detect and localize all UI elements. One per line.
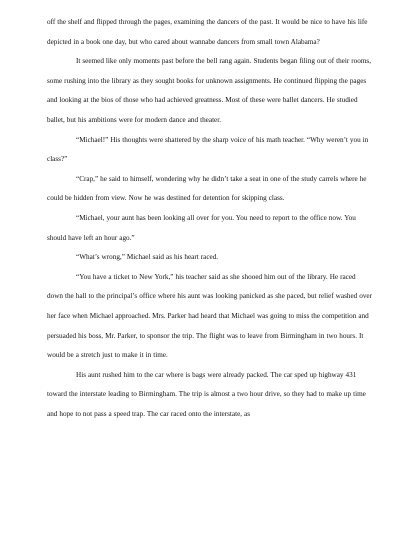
- paragraph-6: “What’s wrong,” Michael said as his heart raced.: [76, 253, 219, 262]
- paragraph-2: It seemed like only moments past before the bell rang again. Students began filing out of their rooms, some rushing into the library as they sought books for unknown assignments. He continued flipping the pages and looking at the bios of those who had achieved greatness. Most of these were ballet dancers. He studied ballet, but his ambitions were for modern dance and theater.: [47, 57, 372, 124]
- page-text-body: [47, 13, 373, 424]
- paragraph-7: “You have a ticket to New York,” his teacher said as she shooed him out of the library. He raced down the hall to the principal’s office where his aunt was looking panicked as she paced, but relief washed over her face when Michael approached. Mrs. Parker had heard that Michael was going to miss the competition and persuaded his boss, Mr. Parker, to sponsor the trip. The flight was to leave from Birmingham in two hours. It would be a stretch just to make it in time.: [47, 272, 373, 360]
- paragraph-4: “Crap,” he said to himself, wondering why he didn’t take a seat in one of the study carrels where he could be hidden from view. Now he was destined for detention for skipping class.: [47, 174, 367, 203]
- paragraph-5: “Michael, your aunt has been looking all over for you. You need to report to the office now. You should have left an hour ago.”: [47, 213, 356, 242]
- paragraph-3: “Michael!” His thoughts were shattered by the sharp voice of his math teacher. “Why weren’t you in class?”: [47, 135, 369, 164]
- paragraph-8: His aunt rushed him to the car where is bags were already packed. The car sped up highway 431 toward the interstate leading to Birmingham. The trip is almost a two hour drive, so they had to make up time and hope to not pass a speed trap. The car raced onto the interstate, as: [47, 370, 366, 418]
- paragraph-1: off the shelf and flipped through the pages, examining the dancers of the past. It would be nice to have his life depicted in a book one day, but who cared about wannabe dancers from small town Alabama?: [47, 18, 368, 46]
